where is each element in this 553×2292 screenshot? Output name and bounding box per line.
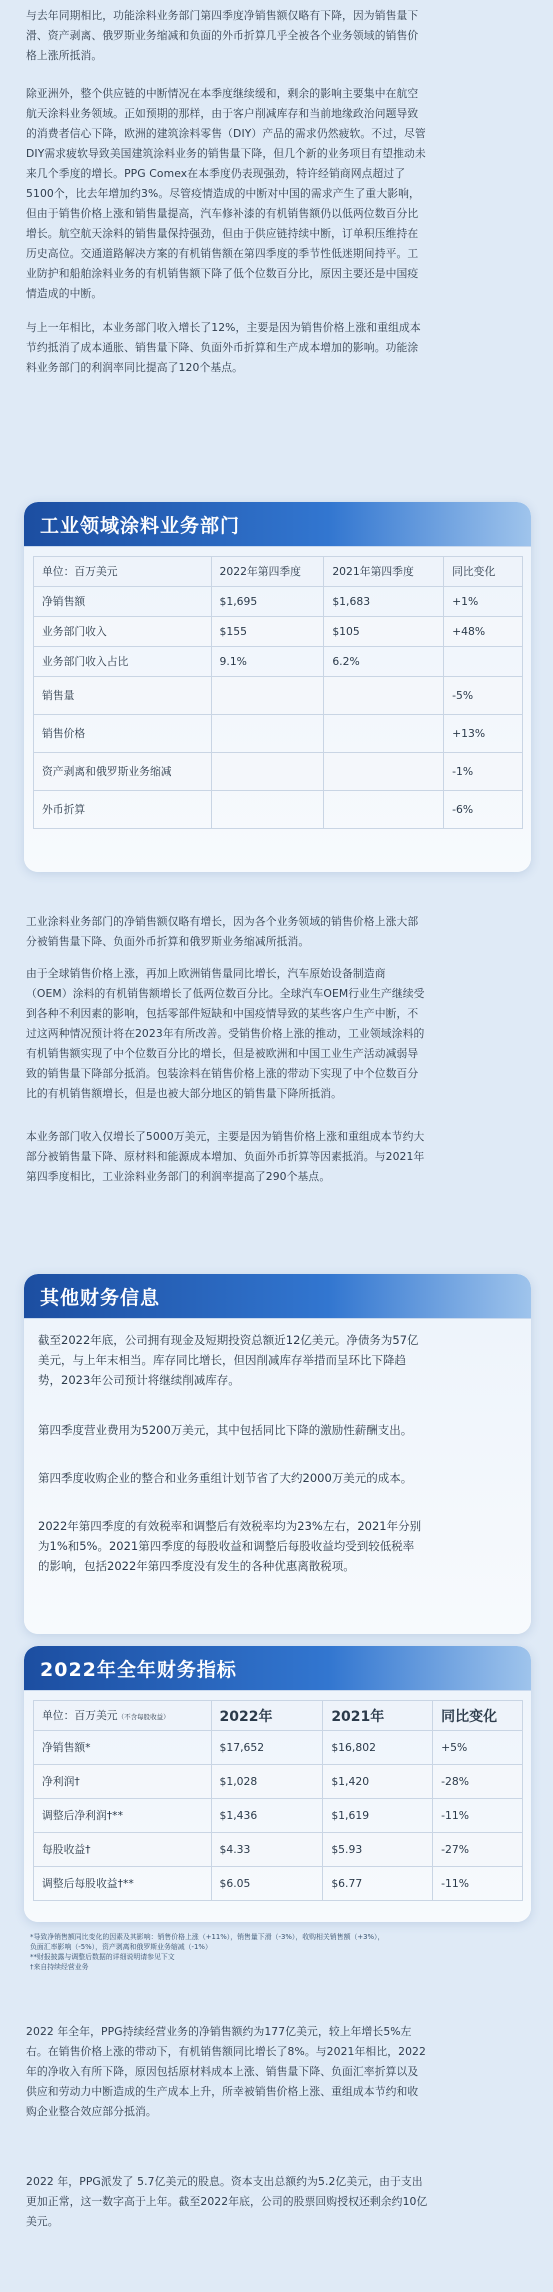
table-cell: -27% xyxy=(433,1833,523,1867)
header-cell: 2022年第四季度 xyxy=(211,557,324,587)
card-header xyxy=(24,1274,531,1318)
table-cell: +13% xyxy=(444,715,523,753)
table-cell xyxy=(324,677,444,715)
table-cell xyxy=(324,715,444,753)
card-title: 2022年全年财务指标 xyxy=(40,1659,237,1681)
table-cell: $6.05 xyxy=(211,1867,323,1901)
table-row xyxy=(34,1867,523,1901)
table-cell: 调整后每股收益†** xyxy=(34,1867,212,1901)
industrial-table xyxy=(33,556,523,829)
middle-paragraph-2: 由于全球销售价格上涨，再加上欧洲销售量同比增长，汽车原始设备制造商 （OEM）涂料的有机销售额增长了低两位数百分比。全球汽车OEM行业生产继续受 到各种不利因素的影响，包括零部件短缺和中国疫情导致的某些客户生产中断，不 过这两种情况预计将在2023年有所改善。受销售价格上涨的推动，工业领域涂料的 有机销售额实现了中个位数百分比的增长，但是被欧洲和中国工业生产活动减弱导 致的销售量下降部分抵消。包装涂料在销售价格上涨的带动下实现了中个位数百分 比的有机销售额增长，但是也被大部分地区的销售量下降所抵消。 xyxy=(26,967,425,1100)
header-cell: 2021年第四季度 xyxy=(324,557,444,587)
header-cell: 同比变化 xyxy=(433,1701,523,1731)
table-cell xyxy=(211,677,324,715)
intro-paragraph-2: 除亚洲外，整个供应链的中断情况在本季度继续缓和，剩余的影响主要集中在航空 航天涂料业务领域。正如预期的那样，由于客户削减库存和当前地缘政治问题导致 的消费者信心下降，欧洲的建筑涂料零售（DIY）产品的需求仍然疲软。不过，尽管 DIY需求疲软导致美国建筑涂料业务的销售量下降，但几个新的业务项目有望推动未 来几个季度的增长。PPG Comex在本季度仍表现强劲，特许经销商网点超过了 5100个，比去年增加约3%。尽管疫情造成的中断对中国的需求产生了重大影响， 但由于销售价格上涨和销售量提高，汽车修补漆的有机销售额仍以低两位数百分比 增长。航空航天涂料的销售量保持强劲，但由于供应链持续中断，订单积压维持在 历史高位。交通道路解决方案的有机销售额在第四季度的季节性低迷期间持平。工 业防护和船舶涂料业务的有机销售额下降了低个位数百分比，原因主要还是中国疫 情造成的中断。 xyxy=(26,87,426,300)
footnotes: *导致净销售额同比变化的因素及其影响：销售价格上涨（+11%），销售量下滑（-3%），收购相关销售额（+3%）， 负面汇率影响（-5%），资产剥离和俄罗斯业务缩减（-1%） **财报披露与调整后数据的详细说明请参见下文 †来自持续经营业务 xyxy=(30,1933,385,1971)
table-cell xyxy=(324,753,444,791)
table-cell: $1,619 xyxy=(323,1799,433,1833)
table-cell: 调整后净利润†** xyxy=(34,1799,212,1833)
table-header-row xyxy=(34,557,523,587)
table-row xyxy=(34,1765,523,1799)
table-row xyxy=(34,753,523,791)
middle-paragraph-3: 本业务部门收入仅增长了5000万美元，主要是因为销售价格上涨和重组成本节约大 部分被销售量下降、原材料和能源成本增加、负面外币折算等因素抵消。与2021年 第四季度相比，工业涂料业务部门的利润率提高了290个基点。 xyxy=(26,1130,425,1183)
table-cell xyxy=(324,791,444,829)
table-row xyxy=(34,587,523,617)
other-paragraph-1: 截至2022年底，公司拥有现金及短期投资总额近12亿美元。净债务为57亿 美元，与上年末相当。库存同比增长，但因削减库存举措而呈环比下降趋 势，2023年公司预计将继续削减库存。 xyxy=(38,1333,419,1387)
header-cell: 同比变化 xyxy=(444,557,523,587)
table-cell: 每股收益† xyxy=(34,1833,212,1867)
table-cell: $6.77 xyxy=(323,1867,433,1901)
table-row xyxy=(34,677,523,715)
table-row xyxy=(34,1731,523,1765)
table-cell: $155 xyxy=(211,617,324,647)
card-header xyxy=(24,502,531,546)
table-cell: 9.1% xyxy=(211,647,324,677)
table-cell: -5% xyxy=(444,677,523,715)
table-cell: $1,436 xyxy=(211,1799,323,1833)
annual-metrics-card xyxy=(24,1646,531,1922)
header-cell: 2021年 xyxy=(323,1701,433,1731)
table-cell: $5.93 xyxy=(323,1833,433,1867)
table-cell: 业务部门收入 xyxy=(34,617,212,647)
table-cell: $1,683 xyxy=(324,587,444,617)
table-cell: 净销售额* xyxy=(34,1731,212,1765)
table-cell: -11% xyxy=(433,1799,523,1833)
table-header-row xyxy=(34,1701,523,1731)
table-cell: $105 xyxy=(324,617,444,647)
table-row xyxy=(34,1833,523,1867)
other-paragraph-2: 第四季度营业费用为5200万美元，其中包括同比下降的激励性薪酬支出。 xyxy=(38,1423,413,1437)
table-cell: -6% xyxy=(444,791,523,829)
card-header xyxy=(24,1646,531,1690)
table-cell: +48% xyxy=(444,617,523,647)
table-row xyxy=(34,791,523,829)
other-paragraph-3: 第四季度收购企业的整合和业务重组计划节省了大约2000万美元的成本。 xyxy=(38,1471,413,1485)
table-cell xyxy=(211,791,324,829)
table-cell: 6.2% xyxy=(324,647,444,677)
header-cell: 2022年 xyxy=(211,1701,323,1731)
table-cell: 销售价格 xyxy=(34,715,212,753)
table-cell: -11% xyxy=(433,1867,523,1901)
table-cell: 资产剥离和俄罗斯业务缩减 xyxy=(34,753,212,791)
table-cell: $1,695 xyxy=(211,587,324,617)
header-note: （不含每股收益） xyxy=(117,1713,170,1721)
table-cell: $17,652 xyxy=(211,1731,323,1765)
table-row xyxy=(34,647,523,677)
table-cell xyxy=(444,647,523,677)
table-cell: $1,028 xyxy=(211,1765,323,1799)
header-cell: 单位：百万美元 xyxy=(34,557,212,587)
card-title: 工业领域涂料业务部门 xyxy=(40,515,241,537)
header-unit: 单位：百万美元 xyxy=(42,1709,118,1722)
table-cell: 销售量 xyxy=(34,677,212,715)
table-cell xyxy=(211,753,324,791)
closing-paragraph-1: 2022 年全年，PPG持续经营业务的净销售额约为177亿美元，较上年增长5%左 右。在销售价格上涨的带动下，有机销售额同比增长了8%。与2021年相比，2022 年的净收入有所下降，原因包括原材料成本上涨、销售量下降、负面汇率折算以及 供应和劳动力中断造成的生产成本上升，所幸被销售价格上涨、重组成本节约和收 购企业整合效应部分抵消。 xyxy=(26,2025,426,2118)
table-row xyxy=(34,1799,523,1833)
table-cell: +1% xyxy=(444,587,523,617)
table-cell: -1% xyxy=(444,753,523,791)
closing-paragraph-2: 2022 年，PPG派发了 5.7亿美元的股息。资本支出总额约为5.2亿美元，由于支出 更加正常，这一数字高于上年。截至2022年底，公司的股票回购授权还剩余约10亿 美元。 xyxy=(26,2175,428,2228)
table-cell: $4.33 xyxy=(211,1833,323,1867)
table-cell: 净销售额 xyxy=(34,587,212,617)
table-cell: -28% xyxy=(433,1765,523,1799)
other-financial-info-card xyxy=(24,1274,531,1634)
table-cell: 外币折算 xyxy=(34,791,212,829)
table-cell xyxy=(211,715,324,753)
intro-paragraph-3: 与上一年相比，本业务部门收入增长了12%，主要是因为销售价格上涨和重组成本 节约抵消了成本通胀、销售量下降、负面外币折算和生产成本增加的影响。功能涂 料业务部门的利润率同比提高了120个基点。 xyxy=(26,321,421,374)
intro-paragraph-1: 与去年同期相比，功能涂料业务部门第四季度净销售额仅略有下降，因为销售量下 滑、资产剥离、俄罗斯业务缩减和负面的外币折算几乎全被各个业务领域的销售价 格上涨所抵消。 xyxy=(26,9,419,62)
table-cell: $1,420 xyxy=(323,1765,433,1799)
middle-paragraph-1: 工业涂料业务部门的净销售额仅略有增长，因为各个业务领域的销售价格上涨大部 分被销售量下降、负面外币折算和俄罗斯业务缩减所抵消。 xyxy=(26,915,419,948)
table-cell: 业务部门收入占比 xyxy=(34,647,212,677)
table-row xyxy=(34,617,523,647)
table-cell: 净利润† xyxy=(34,1765,212,1799)
header-cell xyxy=(34,1701,212,1731)
table-row xyxy=(34,715,523,753)
table-cell: $16,802 xyxy=(323,1731,433,1765)
table-cell: +5% xyxy=(433,1731,523,1765)
industrial-coatings-card xyxy=(24,502,531,872)
annual-table xyxy=(33,1700,523,1901)
other-paragraph-4: 2022年第四季度的有效税率和调整后有效税率均为23%左右，2021年分别 为1%和5%。2021第四季度的每股收益和调整后每股收益均受到较低税率 的影响，包括2022年第四季度没有发生的各种优惠离散税项。 xyxy=(38,1519,422,1573)
card-title: 其他财务信息 xyxy=(40,1287,161,1309)
